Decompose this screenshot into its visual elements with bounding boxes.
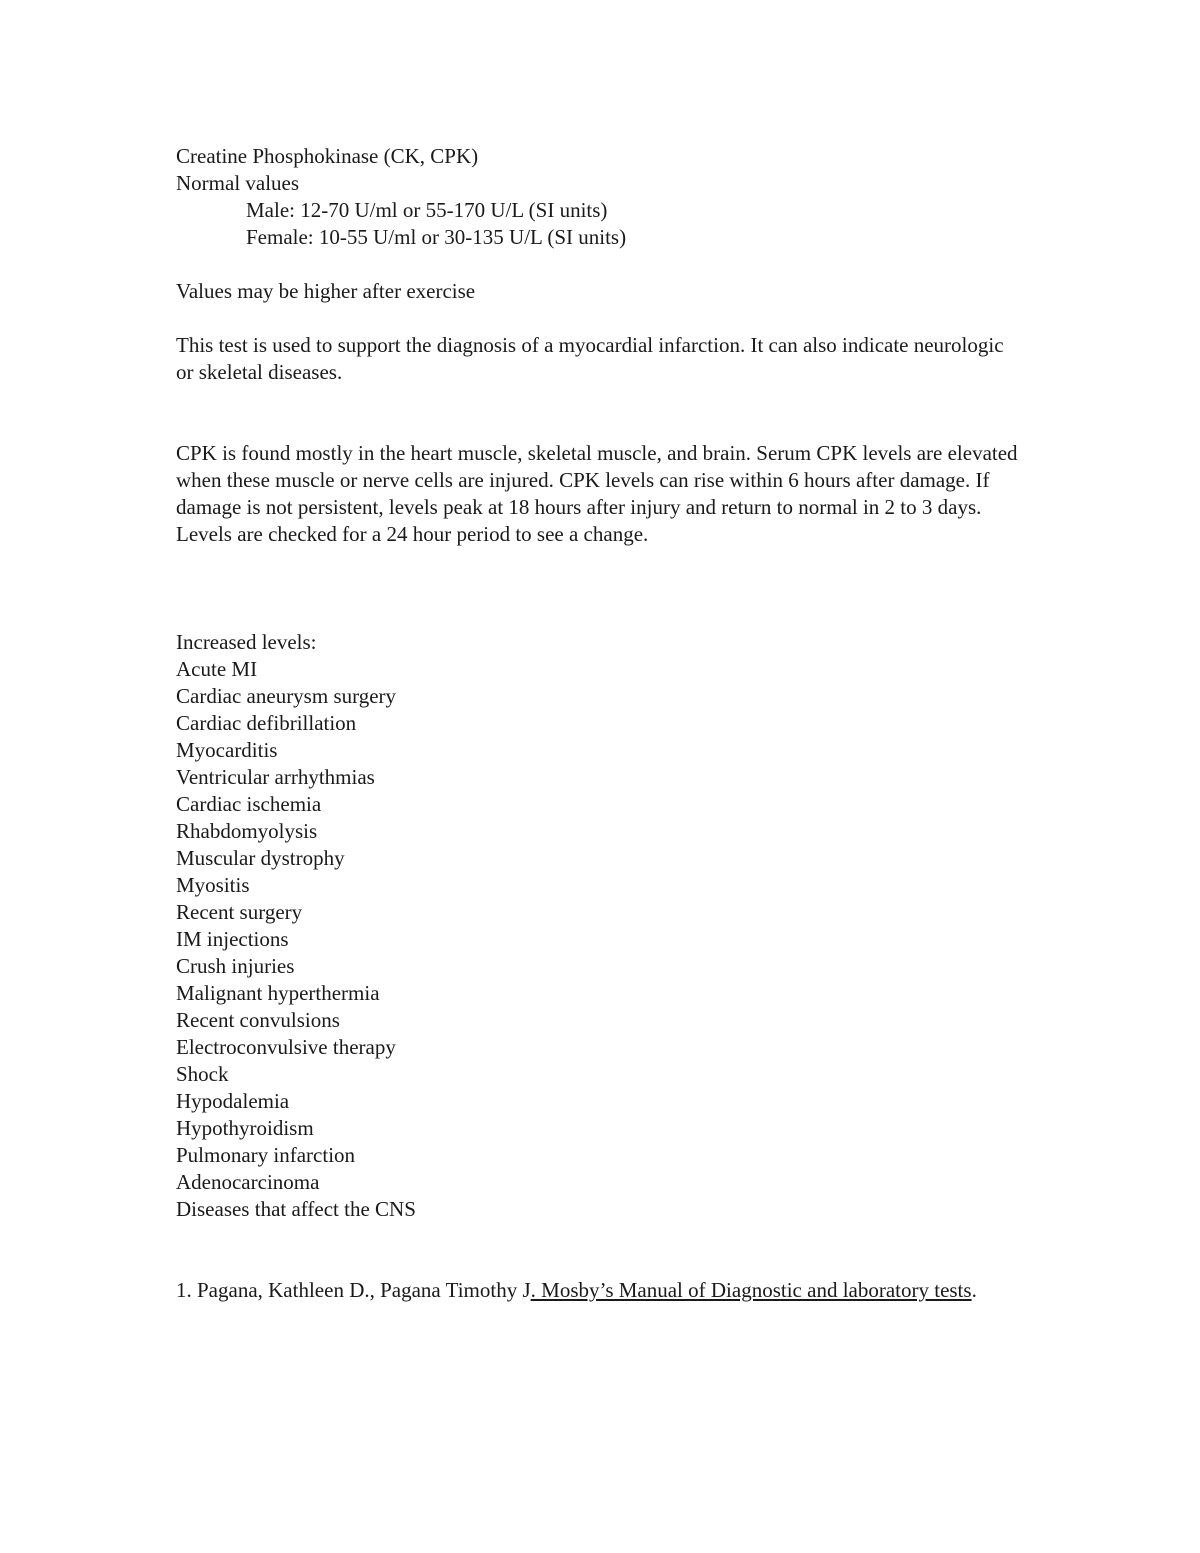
list-item: Cardiac defibrillation — [176, 711, 357, 735]
normal-values-heading: Normal values — [176, 171, 300, 195]
list-item: Acute MI — [176, 657, 258, 681]
list-item: IM injections — [176, 927, 289, 951]
list-item: Electroconvulsive therapy — [176, 1035, 396, 1059]
document-page — [176, 143, 1076, 1304]
reference-suffix: . — [971, 1278, 977, 1302]
list-item: Ventricular arrhythmias — [176, 765, 375, 789]
list-item: Malignant hyperthermia — [176, 981, 380, 1005]
purpose-paragraph: This test is used to support the diagnosis of a myocardial infarction. It can also indicate neurologic or skeletal diseases. — [176, 333, 1004, 384]
list-item: Pulmonary infarction — [176, 1143, 356, 1167]
list-item: Hypothyroidism — [176, 1116, 314, 1140]
increased-levels-heading: Increased levels: — [176, 630, 317, 654]
list-item: Diseases that affect the CNS — [176, 1197, 416, 1221]
normal-values-female: Female: 10-55 U/ml or 30-135 U/L (SI units) — [246, 225, 627, 249]
description-paragraph: CPK is found mostly in the heart muscle, skeletal muscle, and brain. Serum CPK levels are elevated when these muscle or nerve cells are injured. CPK levels can rise within 6 hours after damage. If damage is not persistent, levels peak at 18 hours after injury and return to normal in 2 to 3 days. Levels are checked for a 24 hour period to see a change. — [176, 441, 1018, 546]
document-title: Creatine Phosphokinase (CK, CPK) — [176, 144, 479, 168]
list-item: Crush injuries — [176, 954, 295, 978]
list-item: Cardiac ischemia — [176, 792, 322, 816]
exercise-note: Values may be higher after exercise — [176, 279, 476, 303]
list-item: Myocarditis — [176, 738, 278, 762]
list-item: Hypodalemia — [176, 1089, 290, 1113]
reference-book-title: . Mosby’s Manual of Diagnostic and laboratory tests — [530, 1278, 972, 1302]
list-item: Myositis — [176, 873, 250, 897]
list-item: Recent convulsions — [176, 1008, 340, 1032]
list-item: Recent surgery — [176, 900, 303, 924]
reference-citation — [176, 1277, 1026, 1304]
reference-authors: 1. Pagana, Kathleen D., Pagana Timothy J — [176, 1278, 531, 1302]
list-item: Shock — [176, 1062, 229, 1086]
normal-values-male: Male: 12-70 U/ml or 55-170 U/L (SI units) — [246, 198, 608, 222]
list-item: Adenocarcinoma — [176, 1170, 320, 1194]
increased-levels-list — [176, 656, 1076, 1223]
list-item: Rhabdomyolysis — [176, 819, 318, 843]
list-item: Muscular dystrophy — [176, 846, 345, 870]
list-item: Cardiac aneurysm surgery — [176, 684, 397, 708]
